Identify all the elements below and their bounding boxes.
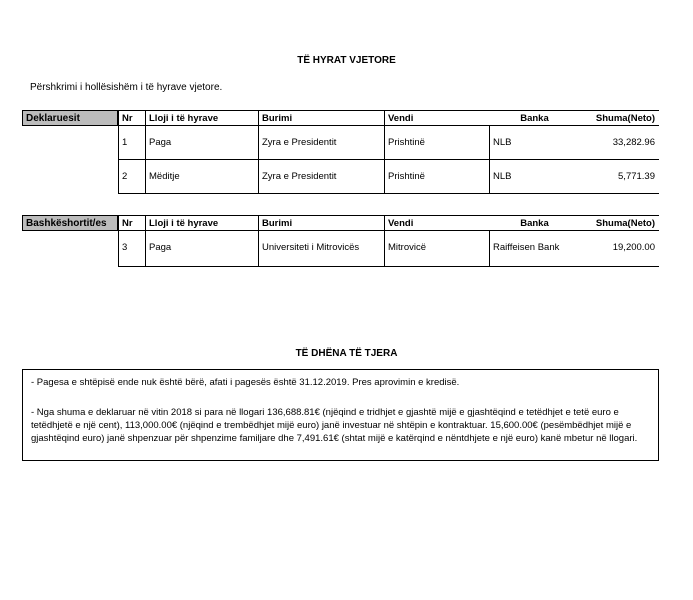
other-note-2: - Nga shuma e deklaruar në vitin 2018 si para në llogari 136,688.81€ (njëqind e tridhjet e gjashtë mijë e gjashtëqind e tetëdhjet e tetë euro e tetëdhjetë e një cent), 113,000.00€ (njëqind e trembëdhjet mijë euro) janë investuar në shtëpin e kontraktuar. 15,600.00€ (pesëmbëdhjet mijë e gjashtëqind euro) janë shpenzuar për shpenzime familjare dhe 7,491.61€ (shtat mijë e katërqind e nëntdhjete e një euro) kanë mbetur në llogari. bbox=[31, 407, 638, 444]
other-data-title: TË DHËNA TË TJERA bbox=[295, 348, 398, 359]
table-row: 1 Paga Zyra e Presidentit Prishtinë NLB 33,282.96 bbox=[118, 126, 659, 160]
spouse-label: Bashkëshortit/es bbox=[22, 215, 118, 231]
col-type: Lloji i të hyrave bbox=[145, 111, 258, 125]
col-place: Vendi bbox=[384, 111, 489, 125]
page-title: TË HYRAT VJETORE bbox=[297, 55, 396, 66]
col-nr: Nr bbox=[118, 216, 145, 230]
intro-text: Përshkrimi i hollësishëm i të hyrave vjetore. bbox=[30, 82, 223, 93]
col-nr: Nr bbox=[118, 111, 145, 125]
col-place: Vendi bbox=[384, 216, 489, 230]
col-source: Burimi bbox=[258, 111, 384, 125]
col-amount: Shuma(Neto) bbox=[595, 113, 655, 124]
other-note-1: - Pagesa e shtëpisë ende nuk është bërë, afati i pagesës është 31.12.2019. Pres aprovimin e kredisë. bbox=[31, 377, 460, 388]
col-bank: Banka bbox=[520, 113, 549, 124]
declarant-label: Deklaruesit bbox=[22, 110, 118, 126]
col-source: Burimi bbox=[258, 216, 384, 230]
table-header bbox=[118, 110, 659, 126]
table-header bbox=[118, 215, 659, 231]
col-type: Lloji i të hyrave bbox=[145, 216, 258, 230]
col-bank: Banka bbox=[520, 218, 549, 229]
col-amount: Shuma(Neto) bbox=[595, 218, 655, 229]
table-row: 2 Mëditje Zyra e Presidentit Prishtinë NLB 5,771.39 bbox=[118, 160, 659, 194]
other-data-box bbox=[22, 369, 659, 461]
table-row: 3 Paga Universiteti i Mitrovicës Mitrovicë Raiffeisen Bank 19,200.00 bbox=[118, 231, 659, 267]
